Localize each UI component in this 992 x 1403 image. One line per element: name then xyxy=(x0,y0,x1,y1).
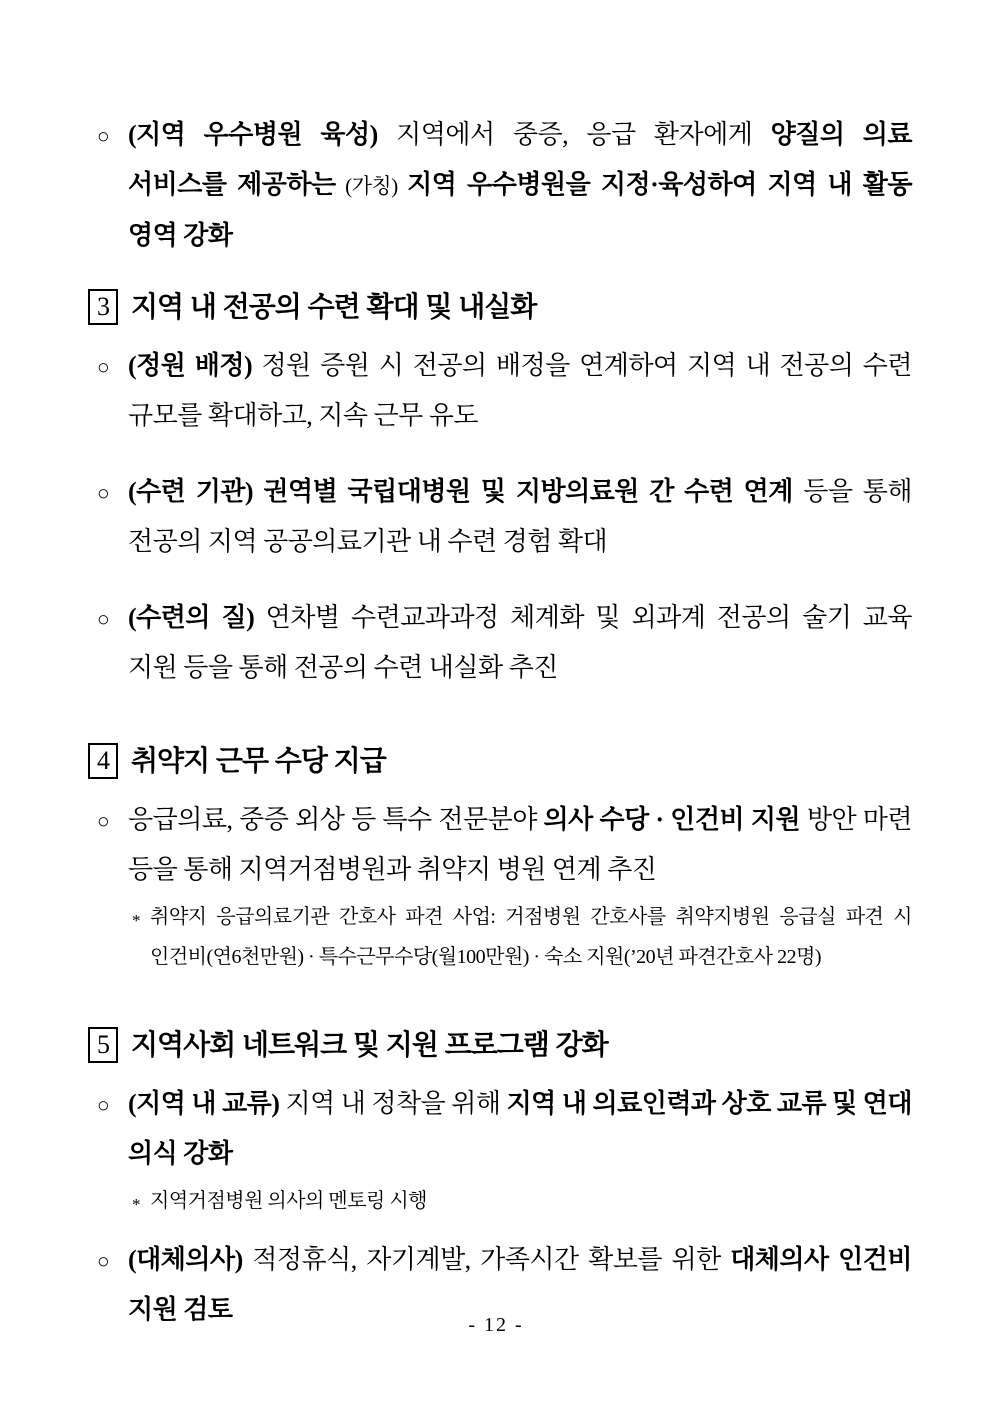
bullet-text: (지역 내 교류) 지역 내 정착을 위해 지역 내 의료인력과 상호 교류 및 연대 의식 강화 xyxy=(128,1089,912,1168)
circle-bullet-marker: ○ xyxy=(97,809,110,833)
footnote-text: 지역거점병원 의사의 멘토링 시행 xyxy=(150,1190,427,1212)
section-heading-4 xyxy=(88,741,912,781)
spacer xyxy=(88,693,912,715)
bullet-item-training-quality xyxy=(88,593,912,693)
footnote-asterisk: * xyxy=(132,911,140,930)
footnote-mentoring xyxy=(130,1181,912,1221)
spacer xyxy=(88,567,912,579)
circle-bullet-marker: ○ xyxy=(97,124,110,148)
section-heading-3 xyxy=(88,287,912,327)
boxed-number-5-icon: 5 xyxy=(88,1027,118,1063)
bullet-text: 응급의료, 중증 외상 등 특수 전문분야 의사 수당 · 인건비 지원 방안 마련 등을 통해 지역거점병원과 취약지 병원 연계 추진 xyxy=(128,805,913,884)
boxed-number-3-icon: 3 xyxy=(88,289,118,325)
bullet-item-training-institution xyxy=(88,467,912,567)
circle-bullet-marker: ○ xyxy=(97,481,110,505)
circle-bullet-marker: ○ xyxy=(97,355,110,379)
section-3-title: 지역 내 전공의 수련 확대 및 내실화 xyxy=(131,291,537,322)
circle-bullet-marker: ○ xyxy=(97,1093,110,1117)
bullet-item-local-exchange xyxy=(88,1079,912,1179)
circle-bullet-marker: ○ xyxy=(97,607,110,631)
footnote-asterisk: * xyxy=(132,1195,140,1214)
page-number: - 12 - xyxy=(468,1314,524,1336)
bullet-item-quota-assignment xyxy=(88,341,912,441)
bullet-text: (지역 우수병원 육성) 지역에서 중증, 응급 환자에게 양질의 의료 서비스를 제공하는 (가칭) 지역 우수병원을 지정·육성하여 지역 내 활동 영역 강화 xyxy=(128,120,912,250)
section-5-title: 지역사회 네트워크 및 지원 프로그램 강화 xyxy=(131,1029,608,1060)
bullet-text: (수련 기관) 권역별 국립대병원 및 지방의료원 간 수련 연계 등을 통해 전공의 지역 공공의료기관 내 수련 경험 확대 xyxy=(128,477,912,556)
section-heading-5 xyxy=(88,1025,912,1065)
section-4-title: 취약지 근무 수당 지급 xyxy=(131,745,386,776)
footnote-text: 취약지 응급의료기관 간호사 파견 사업: 거점병원 간호사를 취약지병원 응급실 파견 시 인건비(연6천만원) · 특수근무수당(월100만원) · 숙소 지원(’20년 파견간호사 22명) xyxy=(150,906,912,968)
bullet-item-allowance xyxy=(88,795,912,895)
footnote-nurse-dispatch xyxy=(130,897,912,977)
spacer xyxy=(88,977,912,999)
spacer xyxy=(88,441,912,453)
circle-bullet-marker: ○ xyxy=(97,1249,110,1273)
bullet-text: (수련의 질) 연차별 수련교과과정 체계화 및 외과계 전공의 술기 교육 지원 등을 통해 전공의 수련 내실화 추진 xyxy=(128,603,913,682)
bullet-item-regional-hospital xyxy=(88,110,912,261)
bullet-text: (대체의사) 적정휴식, 자기계발, 가족시간 확보를 위한 대체의사 인건비 지원 검토 xyxy=(128,1245,912,1324)
bullet-text: (정원 배정) 정원 증원 시 전공의 배정을 연계하여 지역 내 전공의 수련 규모를 확대하고, 지속 근무 유도 xyxy=(128,351,913,430)
boxed-number-4-icon: 4 xyxy=(88,743,118,779)
